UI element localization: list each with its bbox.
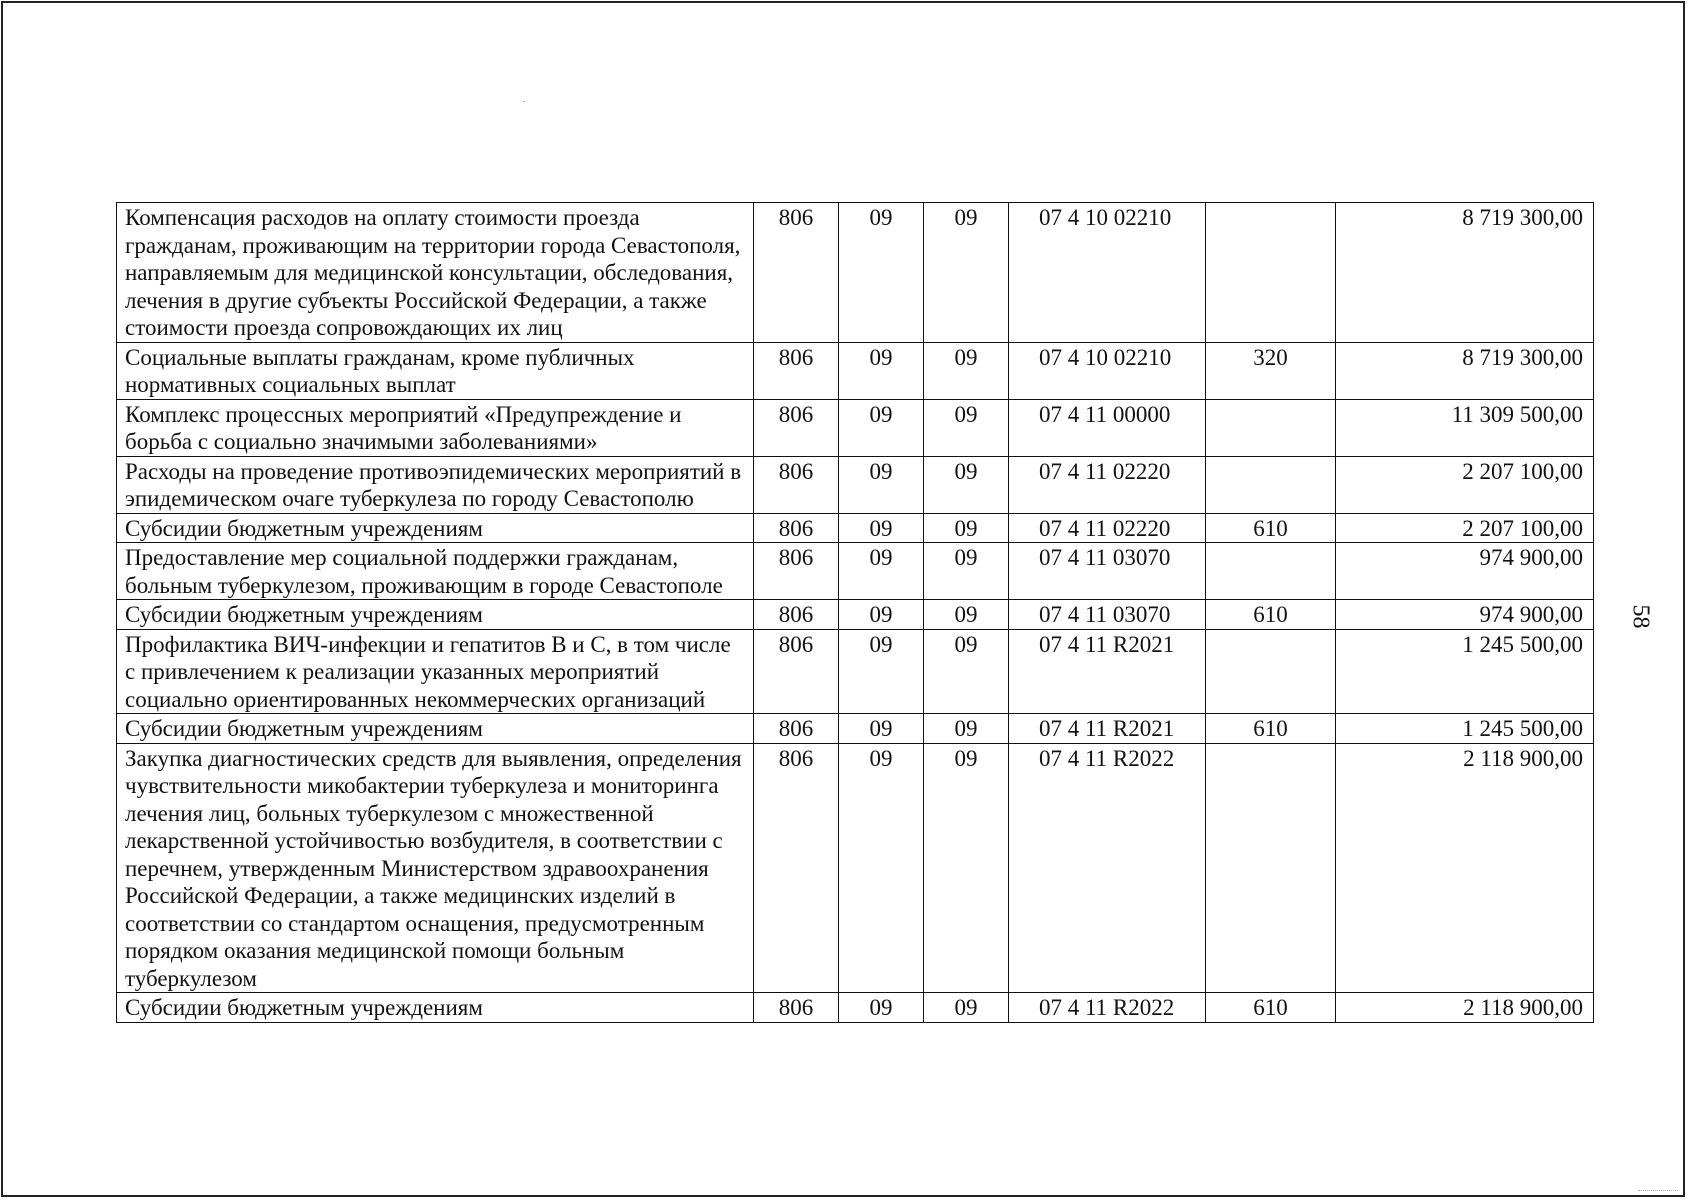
section-code-cell: 09 [839,714,924,744]
expense-type-cell [1206,743,1336,993]
expense-name-cell: Компенсация расходов на оплату стоимости проезда гражданам, проживающим на территории города Севастополя, направляемым для медицинской консультации, обследования, лечения в другие субъекты Российской Федерации, а также стоимости проезда сопровождающих их лиц [117,203,754,343]
expense-type-cell: 610 [1206,600,1336,630]
ministry-code-cell: 806 [754,399,839,456]
ministry-code-cell: 806 [754,513,839,543]
amount-cell: 1 245 500,00 [1336,714,1594,744]
expense-name-cell: Комплекс процессных мероприятий «Предупреждение и борьба с социально значимыми заболеваниями» [117,399,754,456]
expense-type-cell [1206,203,1336,343]
amount-cell: 8 719 300,00 [1336,342,1594,399]
subsection-code-cell: 09 [924,993,1009,1023]
expense-type-cell: 610 [1206,993,1336,1023]
subsection-code-cell: 09 [924,203,1009,343]
amount-cell: 1 245 500,00 [1336,629,1594,714]
subsection-code-cell: 09 [924,342,1009,399]
amount-cell: 974 900,00 [1336,600,1594,630]
amount-cell: 974 900,00 [1336,543,1594,600]
ministry-code-cell: 806 [754,629,839,714]
expense-name-cell: Социальные выплаты гражданам, кроме публичных нормативных социальных выплат [117,342,754,399]
ministry-code-cell: 806 [754,203,839,343]
expense-name-cell: Субсидии бюджетным учреждениям [117,600,754,630]
subsection-code-cell: 09 [924,629,1009,714]
section-code-cell: 09 [839,743,924,993]
table-row [117,456,1594,513]
target-article-cell: 07 4 11 03070 [1009,600,1206,630]
section-code-cell: 09 [839,543,924,600]
section-code-cell: 09 [839,629,924,714]
expense-name-cell: Субсидии бюджетным учреждениям [117,714,754,744]
amount-cell: 2 118 900,00 [1336,743,1594,993]
target-article-cell: 07 4 11 R2021 [1009,629,1206,714]
scan-artifact [1638,1190,1678,1192]
table-row [117,600,1594,630]
section-code-cell: 09 [839,600,924,630]
target-article-cell: 07 4 11 02220 [1009,456,1206,513]
target-article-cell: 07 4 10 02210 [1009,203,1206,343]
amount-cell: 8 719 300,00 [1336,203,1594,343]
table-row [117,399,1594,456]
subsection-code-cell: 09 [924,743,1009,993]
subsection-code-cell: 09 [924,600,1009,630]
section-code-cell: 09 [839,993,924,1023]
section-code-cell: 09 [839,203,924,343]
subsection-code-cell: 09 [924,714,1009,744]
ministry-code-cell: 806 [754,993,839,1023]
subsection-code-cell: 09 [924,513,1009,543]
table-row [117,629,1594,714]
subsection-code-cell: 09 [924,543,1009,600]
expense-name-cell: Предоставление мер социальной поддержки гражданам, больным туберкулезом, проживающим в городе Севастополе [117,543,754,600]
expense-type-cell [1206,456,1336,513]
ministry-code-cell: 806 [754,342,839,399]
target-article-cell: 07 4 10 02210 [1009,342,1206,399]
expense-type-cell: 610 [1206,714,1336,744]
table-row [117,543,1594,600]
budget-table [116,202,1594,1023]
subsection-code-cell: 09 [924,399,1009,456]
table-row [117,743,1594,993]
ministry-code-cell: 806 [754,714,839,744]
target-article-cell: 07 4 11 00000 [1009,399,1206,456]
amount-cell: 11 309 500,00 [1336,399,1594,456]
table-row [117,513,1594,543]
expense-type-cell [1206,543,1336,600]
expense-name-cell: Профилактика ВИЧ-инфекции и гепатитов В и С, в том числе с привлечением к реализации указанных мероприятий социально ориентированных некоммерческих организаций [117,629,754,714]
ministry-code-cell: 806 [754,600,839,630]
expense-type-cell [1206,399,1336,456]
expense-name-cell: Субсидии бюджетным учреждениям [117,993,754,1023]
page-number: 58 [1627,604,1654,629]
table-row [117,203,1594,343]
target-article-cell: 07 4 11 R2022 [1009,743,1206,993]
amount-cell: 2 118 900,00 [1336,993,1594,1023]
section-code-cell: 09 [839,342,924,399]
expense-type-cell: 320 [1206,342,1336,399]
target-article-cell: 07 4 11 02220 [1009,513,1206,543]
subsection-code-cell: 09 [924,456,1009,513]
section-code-cell: 09 [839,399,924,456]
table-row [117,993,1594,1023]
target-article-cell: 07 4 11 03070 [1009,543,1206,600]
table-row [117,342,1594,399]
scan-artifact [523,101,525,102]
ministry-code-cell: 806 [754,543,839,600]
table-row [117,714,1594,744]
section-code-cell: 09 [839,456,924,513]
amount-cell: 2 207 100,00 [1336,513,1594,543]
target-article-cell: 07 4 11 R2022 [1009,993,1206,1023]
ministry-code-cell: 806 [754,456,839,513]
amount-cell: 2 207 100,00 [1336,456,1594,513]
expense-name-cell: Закупка диагностических средств для выявления, определения чувствительности микобактерии туберкулеза и мониторинга лечения лиц, больных туберкулезом с множественной лекарственной устойчивостью возбудителя, в соответствии с перечнем, утвержденным Министерством здравоохранения Российской Федерации, а также медицинских изделий в соответствии со стандартом оснащения, предусмотренным порядком оказания медицинской помощи больным туберкулезом [117,743,754,993]
expense-type-cell [1206,629,1336,714]
section-code-cell: 09 [839,513,924,543]
target-article-cell: 07 4 11 R2021 [1009,714,1206,744]
expense-type-cell: 610 [1206,513,1336,543]
expense-name-cell: Субсидии бюджетным учреждениям [117,513,754,543]
expense-name-cell: Расходы на проведение противоэпидемических мероприятий в эпидемическом очаге туберкулеза по городу Севастополю [117,456,754,513]
ministry-code-cell: 806 [754,743,839,993]
